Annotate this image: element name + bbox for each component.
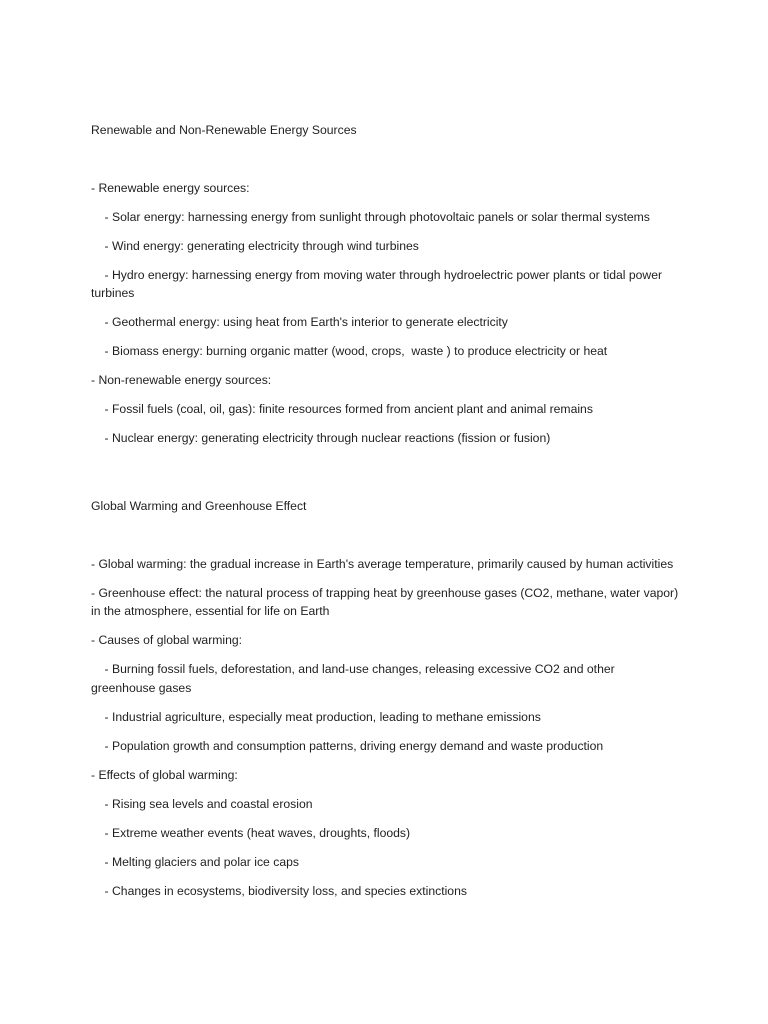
document-body [91, 121, 681, 911]
list-item: - Geothermal energy: using heat from Earth's interior to generate electricity [91, 315, 508, 329]
section-heading-energy-sources: Renewable and Non-Renewable Energy Sources [91, 123, 357, 137]
section-heading-global-warming: Global Warming and Greenhouse Effect [91, 499, 307, 513]
spacer [91, 140, 681, 179]
list-item: - Rising sea levels and coastal erosion [91, 796, 313, 811]
list-item: - Non-renewable energy sources: [91, 373, 272, 387]
list-item: - Global warming: the gradual increase in Earth's average temperature, primarily caused by human activities [91, 556, 674, 571]
spacer [91, 458, 681, 497]
list-item: - Population growth and consumption patterns, driving energy demand and waste production [91, 738, 604, 753]
list-item: - Fossil fuels (coal, oil, gas): finite resources formed from ancient plant and animal remains [91, 402, 593, 416]
list-item: - Wind energy: generating electricity through wind turbines [91, 238, 419, 253]
list-item: - Changes in ecosystems, biodiversity loss, and species extinctions [91, 883, 467, 898]
list-item: - Causes of global warming: [91, 633, 243, 647]
list-item: - Greenhouse effect: the natural process of trapping heat by greenhouse gases (CO2, methane, water vapor) in the atmosphere, essential for life on Earth [91, 585, 682, 618]
list-item: - Burning fossil fuels, deforestation, and land-use changes, releasing excessive CO2 and other greenhouse gases [91, 662, 619, 695]
list-item: - Biomass energy: burning organic matter (wood, crops, waste ) to produce electricity or heat [91, 344, 608, 358]
list-item: - Melting glaciers and polar ice caps [91, 854, 299, 869]
list-item: - Effects of global warming: [91, 767, 238, 782]
list-item: - Solar energy: harnessing energy from sunlight through photovoltaic panels or solar thermal systems [91, 209, 650, 224]
spacer [91, 516, 681, 555]
list-item: - Industrial agriculture, especially meat production, leading to methane emissions [91, 709, 541, 724]
list-item: - Renewable energy sources: [91, 180, 250, 195]
list-item: - Extreme weather events (heat waves, droughts, floods) [91, 825, 411, 840]
list-item: - Nuclear energy: generating electricity through nuclear reactions (fission or fusion) [91, 431, 551, 445]
list-item: - Hydro energy: harnessing energy from moving water through hydroelectric power plants or tidal power turbines [91, 267, 666, 300]
